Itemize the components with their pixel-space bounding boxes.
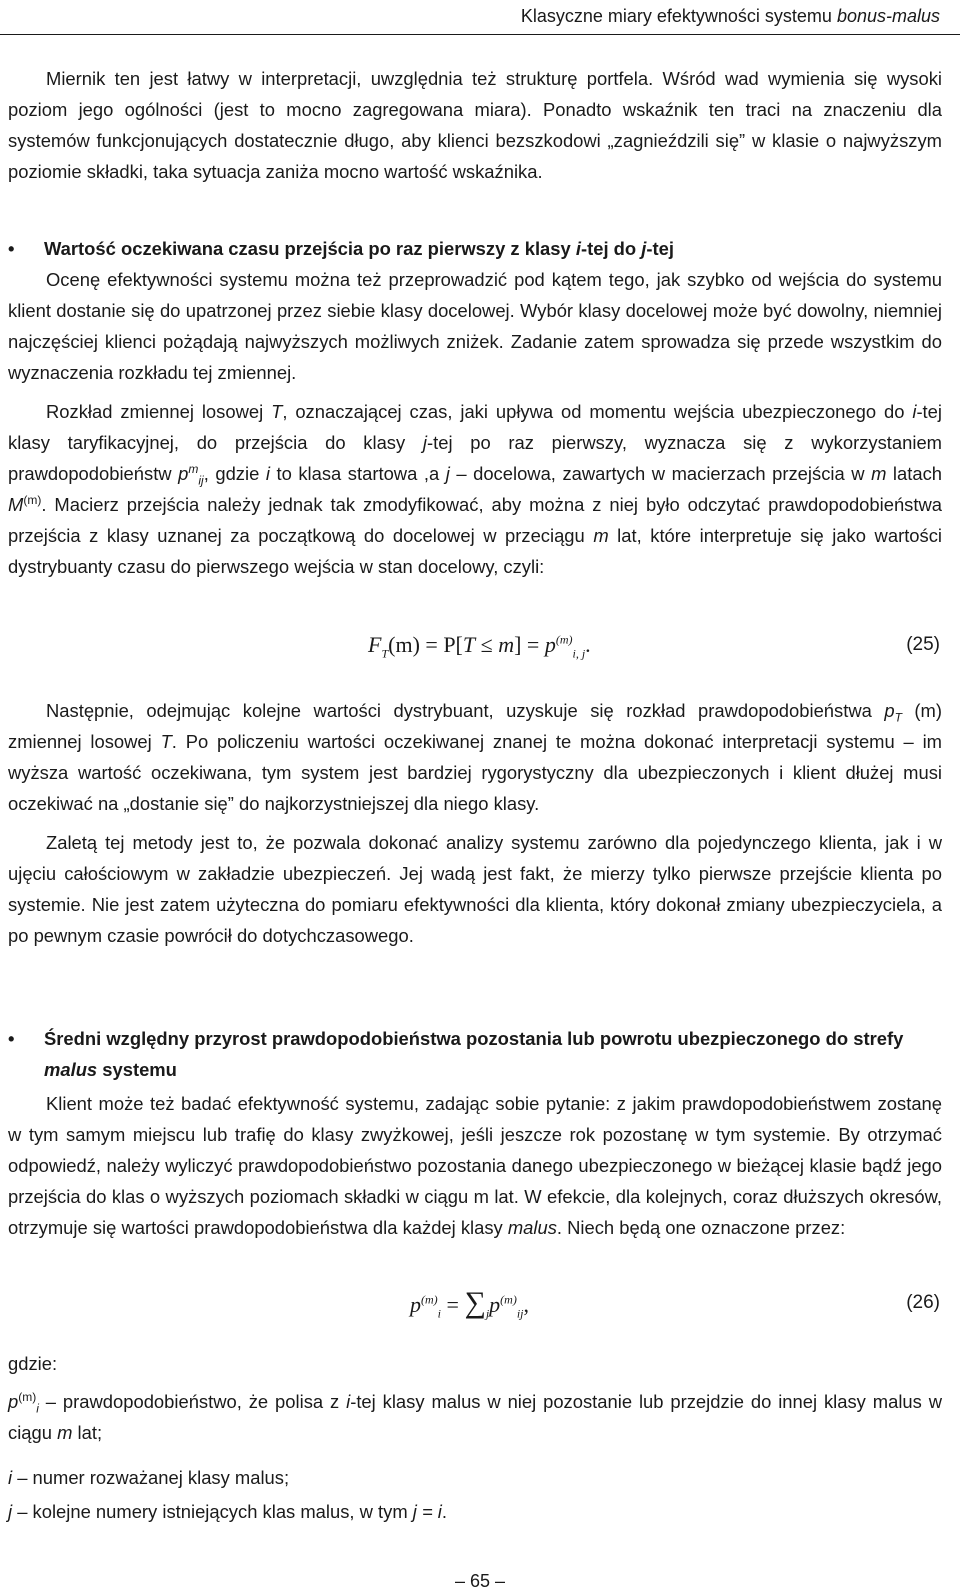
paragraph-2: Ocenę efektywności systemu można też przeprowadzić pod kątem tego, jak szybko od wejścia do systemu klient dostanie się do upatrzonej przez siebie klasy docelowej. Wybór klasy docelowej może być dowolny, niemniej najczęściej klienci pożądają najwyższych możliwych zniżek. Zadanie zatem sprowadza się przede wszystkim do wyznaczenia rozkładu tej zmiennej. bbox=[8, 269, 942, 383]
equation-25 bbox=[0, 620, 960, 670]
section-heading-1 bbox=[8, 233, 942, 264]
page-number: – 65 – bbox=[454, 1571, 506, 1591]
gdzie-label: gdzie: bbox=[8, 1353, 58, 1374]
equation-25-number: (25) bbox=[906, 634, 940, 655]
equation-26 bbox=[0, 1278, 960, 1328]
paragraph-5: Zaletą tej metody jest to, że pozwala dokonać analizy systemu zarówno dla pojedynczego klienta, jak i w ujęciu całościowym w zakładzie ubezpieczeń. Jej wadą jest fakt, że mierzy tylko pierwsze przejście klienta po systemie. Nie jest zatem użyteczna do pomiaru efektywności dla klienta, który dokonał zmiany ubezpieczyciela, a po pewnym czasie powrócił do dotychczasowego. bbox=[8, 832, 942, 946]
equation-25-body: $F_T(m) = P[T \le m] = p^{(m)}_{i, j}$. bbox=[368, 632, 591, 661]
paragraph-3: Rozkład zmiennej losowej T, oznaczającej czas, jaki upływa od momentu wejścia ubezpieczonego do i-tej klasy taryfikacyjnej, do przejścia do klasy j-tej po raz pierwszy, wyznacza się z wykorzystaniem prawdopodobieństw $p^m_{ij}$, gdzie i to klasa startowa ,a j – docelowa, zawartych w macierzach przejścia w m latach $M^{(m)}$. Macierz przejścia należy jednak tak zmodyfikować, aby można z niej było odczytać prawdopodobieństwa przejścia z klasy uznanej za początkową do docelowej w przeciągu m lat, które interpretuje się jako wartości dystrybuanty czasu do pierwszego wejścia w stan docelowy, czyli: bbox=[8, 401, 943, 577]
running-head-italic: bonus-malus bbox=[836, 6, 940, 26]
section-title-2: Średni względny przyrost prawdopodobieństwa pozostania lub powrotu ubezpieczonego do strefy malus systemu bbox=[44, 1028, 904, 1080]
header-rule bbox=[0, 34, 960, 35]
bullet-icon: • bbox=[8, 238, 15, 259]
paragraph-1: Miernik ten jest łatwy w interpretacji, uwzględnia też strukturę portfela. Wśród wad wymienia się wysoki poziom jego ogólności (jest to mocno zagregowana miara). Ponadto wskaźnik ten traci na znaczeniu dla systemów funkcjonujących dostatecznie długo, aby klienci bezszkodowi „zagnieździli się” w klasie o najwyższym poziomie składki, taka sytuacja zaniża mocno wartość wskaźnika. bbox=[8, 68, 942, 182]
bullet-icon: • bbox=[8, 1028, 15, 1049]
definition-i: i – numer rozważanej klasy malus; bbox=[8, 1467, 290, 1488]
definition-j: j – kolejne numery istniejących klas malus, w tym j = i. bbox=[8, 1501, 448, 1522]
paragraph-6: Klient może też badać efektywność systemu, zadając sobie pytanie: z jakim prawdopodobieństwem zostanę w tym samym miejscu lub trafię do klasy zwyżkowej, jeśli jeszcze rok pozostanę w tym systemie. By otrzymać odpowiedź, należy wyliczyć prawdopodobieństwo pozostania danego ubezpieczonego w bieżącej klasie bądź jego przejścia do klas o wyższych poziomach składki w ciągu m lat. W efekcie, dla kolejnych, coraz dłuższych okresów, otrzymuje się wartości prawdopodobieństwa dla każdej klasy malus. Niech będą one oznaczone przez: bbox=[8, 1093, 942, 1238]
running-head-text: Klasyczne miary efektywności systemu bbox=[520, 6, 837, 26]
equation-26-body: $p^{(m)}_i = \sum_jp^{(m)}_{ij}$, bbox=[410, 1286, 530, 1321]
section-heading-2 bbox=[8, 1023, 942, 1085]
paragraph-4: Następnie, odejmując kolejne wartości dystrybuant, uzyskuje się rozkład prawdopodobieństwa $p_T$ (m) zmiennej losowej T. Po policzeniu wartości oczekiwanej znanej te można dokonać interpretacji systemu – im wyższa wartość oczekiwana, tym system jest bardziej rygorystyczny dla ubezpieczonych i klient dłużej musi oczekiwać na „dostanie się” do najkorzystniejszej dla niego klasy. bbox=[8, 700, 942, 814]
definition-p-i: $p^{(m)}_i$ – prawdopodobieństwo, że polisa z i-tej klasy malus w niej pozostanie lub przejdzie do innej klasy malus w ciągu m lat; bbox=[8, 1389, 943, 1443]
running-head bbox=[521, 4, 940, 28]
section-title-1: Wartość oczekiwana czasu przejścia po raz pierwszy z klasy i-tej do j-tej bbox=[44, 238, 674, 259]
equation-26-number: (26) bbox=[906, 1292, 940, 1313]
